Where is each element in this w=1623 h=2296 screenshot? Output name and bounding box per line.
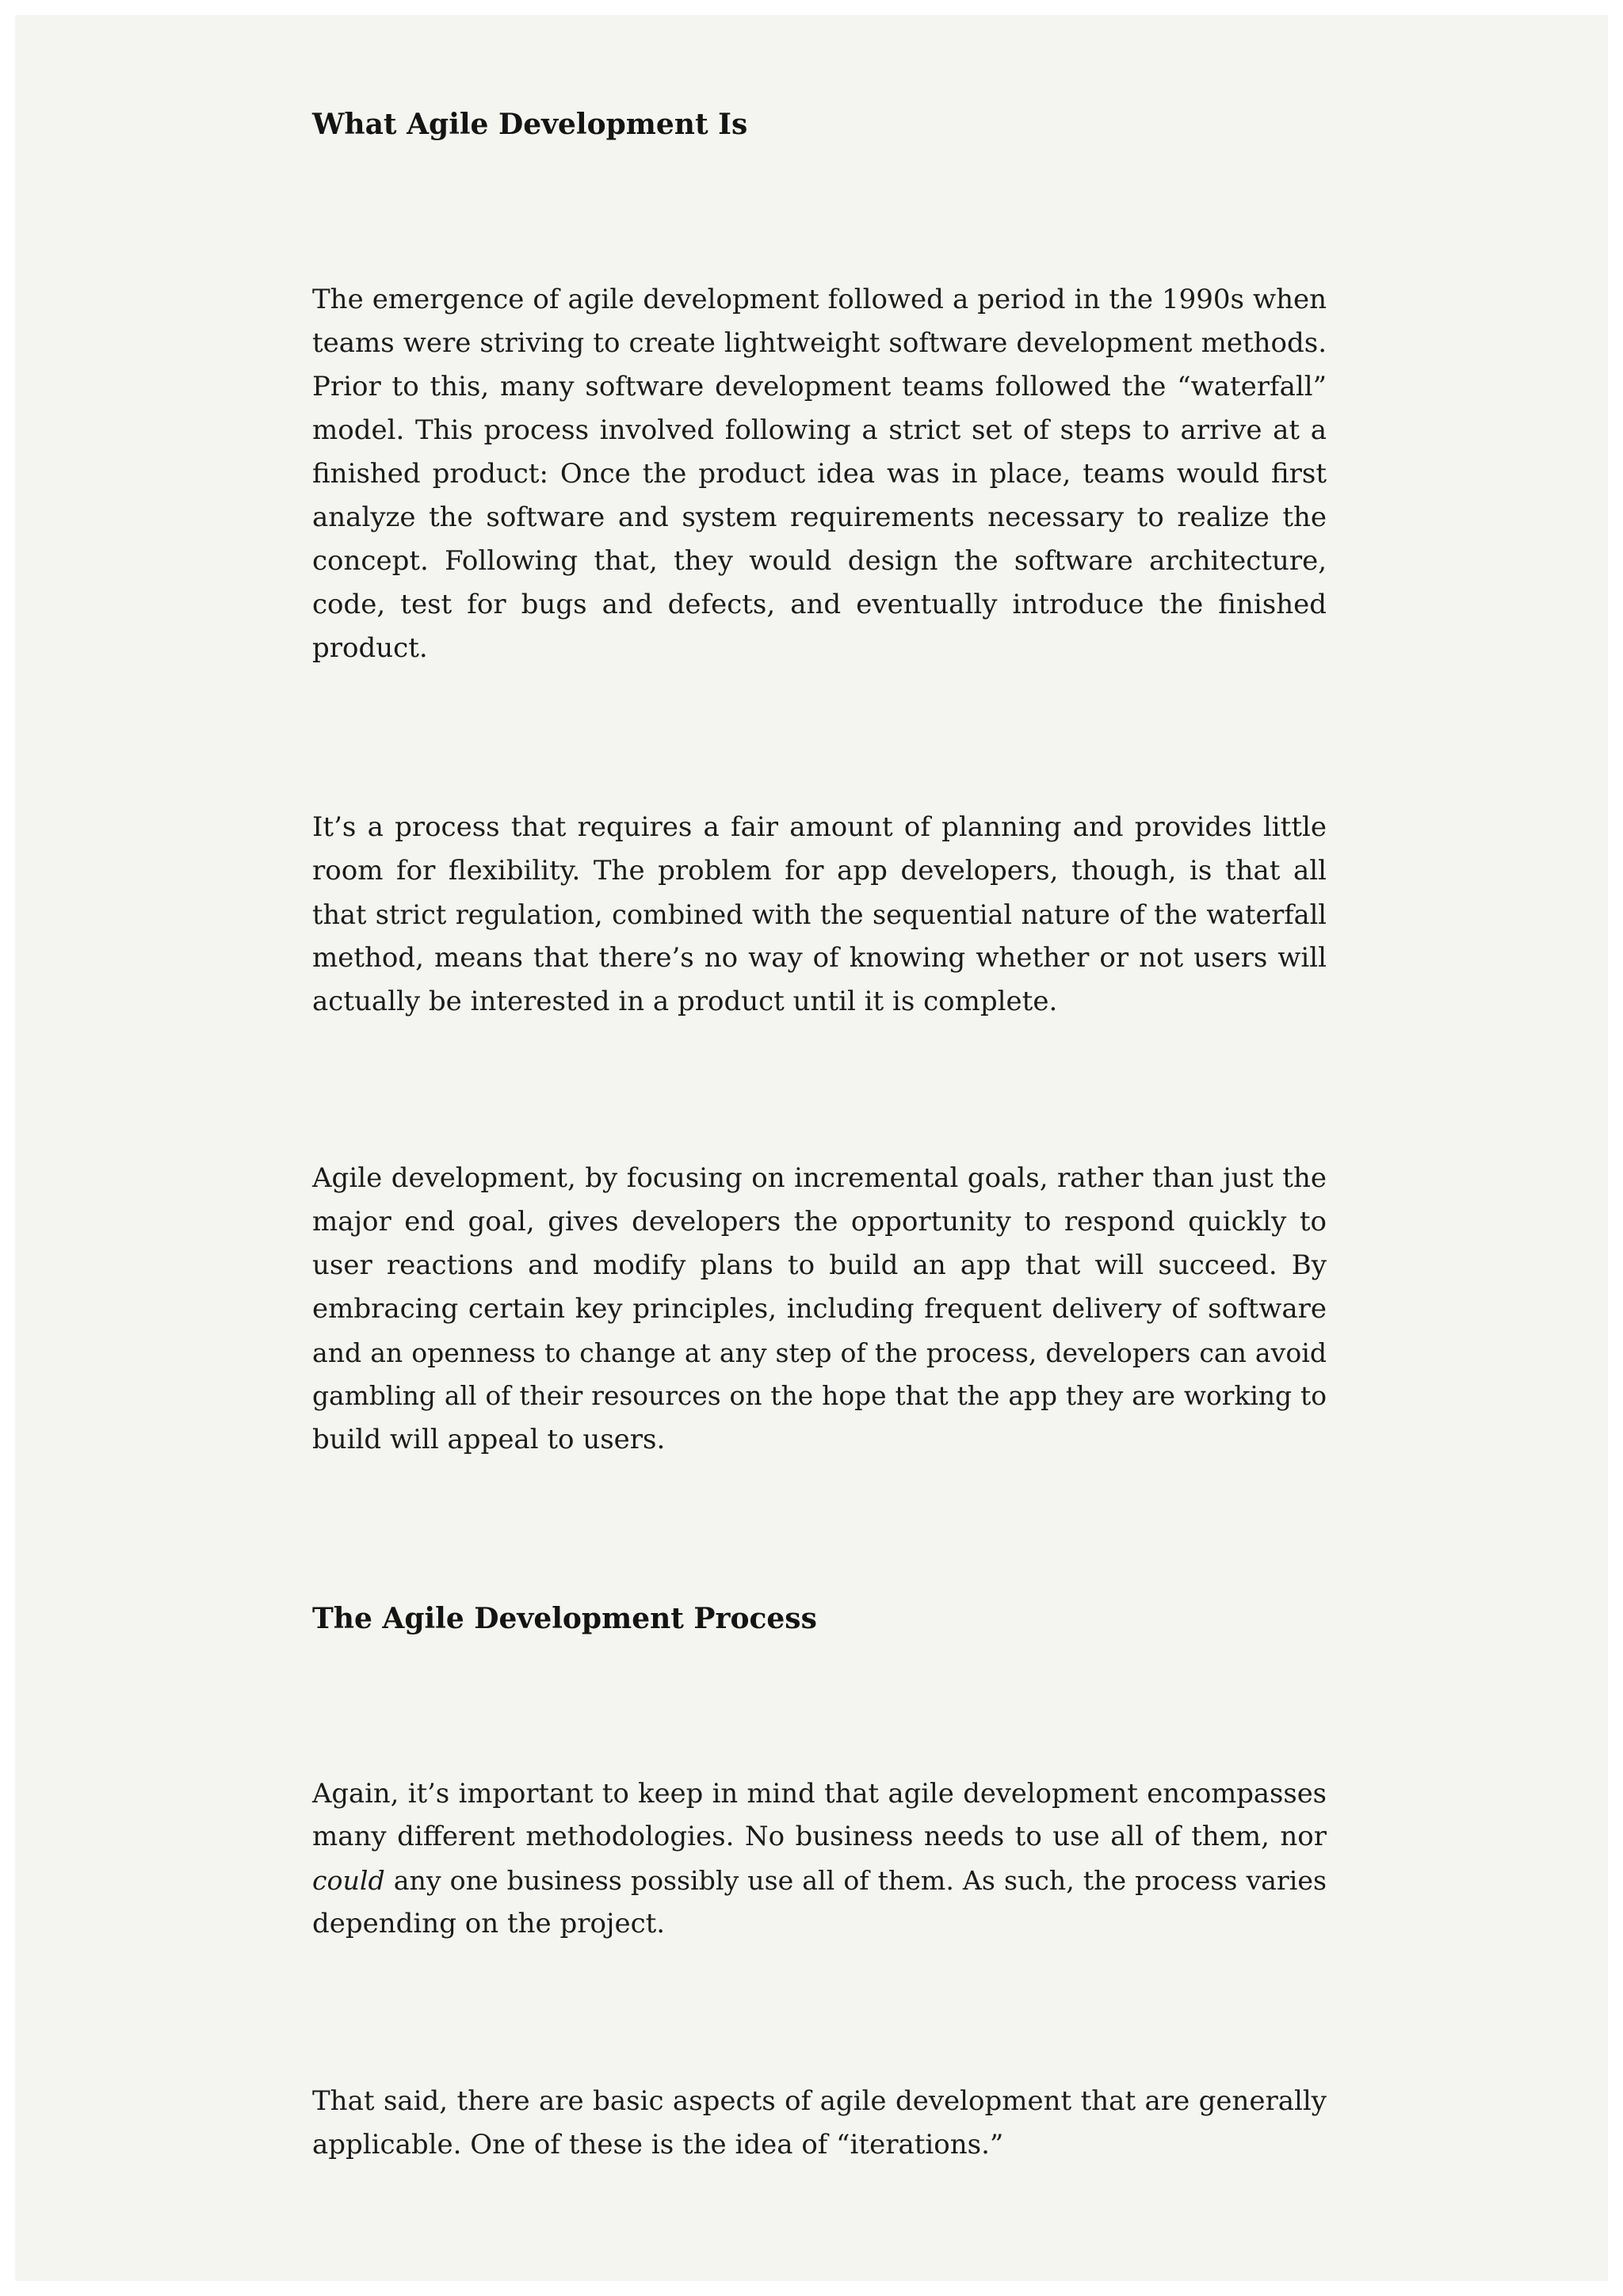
text-line: embracing certain key principles, including frequent delivery of software: [312, 1293, 1327, 1325]
text-line: That said, there are basic aspects of agile development that are generally: [312, 2085, 1327, 2117]
text-line: room for flexibility. The problem for app developers, though, is that all: [312, 855, 1327, 887]
paragraph-methodologies: [312, 1772, 1327, 1946]
text-line: and an openness to change at any step of the process, developers can avoid: [312, 1337, 1327, 1368]
document-page: [15, 15, 1608, 2281]
text-line: concept. Following that, they would design the software architecture,: [312, 545, 1327, 577]
text-line: actually be interested in a product until it is complete.: [312, 986, 1058, 1017]
text-line: method, means that there’s no way of knowing whether or not users will: [312, 942, 1327, 974]
text-line: [312, 1859, 1327, 1902]
text-line-rest: any one business possibly use all of them. As such, the process varies: [393, 1865, 1327, 1896]
paragraph-waterfall-history: [312, 278, 1327, 670]
text-line: product.: [312, 632, 428, 664]
paragraph-waterfall-problem: [312, 806, 1327, 1024]
text-line: code, test for bugs and defects, and eventually introduce the finished: [312, 589, 1327, 620]
text-line: Again, it’s important to keep in mind that agile development encompasses: [312, 1778, 1327, 1809]
paragraph-agile-benefits: [312, 1157, 1327, 1462]
text-line: The emergence of agile development followed a period in the 1990s when: [312, 284, 1327, 315]
paragraph-iterations: [312, 2080, 1327, 2167]
text-line: model. This process involved following a strict set of steps to arrive at a: [312, 414, 1327, 446]
text-line: many different methodologies. No business needs to use all of them, nor: [312, 1821, 1327, 1852]
text-line: applicable. One of these is the idea of “iterations.”: [312, 2129, 1004, 2161]
text-line: build will appeal to users.: [312, 1424, 666, 1455]
text-line: analyze the software and system requirements necessary to realize the: [312, 502, 1327, 533]
text-line: depending on the project.: [312, 1908, 666, 1939]
text-line: finished product: Once the product idea was in place, teams would first: [312, 458, 1327, 490]
text-line: Prior to this, many software development teams followed the “waterfall”: [312, 371, 1327, 402]
text-line: major end goal, gives developers the opportunity to respond quickly to: [312, 1206, 1327, 1238]
section-heading-what-agile-is: What Agile Development Is: [312, 108, 748, 141]
text-line: user reactions and modify plans to build an app that will succeed. By: [312, 1249, 1327, 1281]
emphasis-text: could: [312, 1865, 385, 1896]
text-line: teams were striving to create lightweight software development methods.: [312, 327, 1327, 359]
text-line: Agile development, by focusing on incremental goals, rather than just the: [312, 1162, 1327, 1194]
text-line: gambling all of their resources on the hope that the app they are working to: [312, 1381, 1327, 1411]
text-line: It’s a process that requires a fair amount of planning and provides little: [312, 811, 1327, 843]
text-line: that strict regulation, combined with the sequential nature of the waterfall: [312, 899, 1327, 930]
section-heading-agile-process: The Agile Development Process: [312, 1602, 817, 1635]
